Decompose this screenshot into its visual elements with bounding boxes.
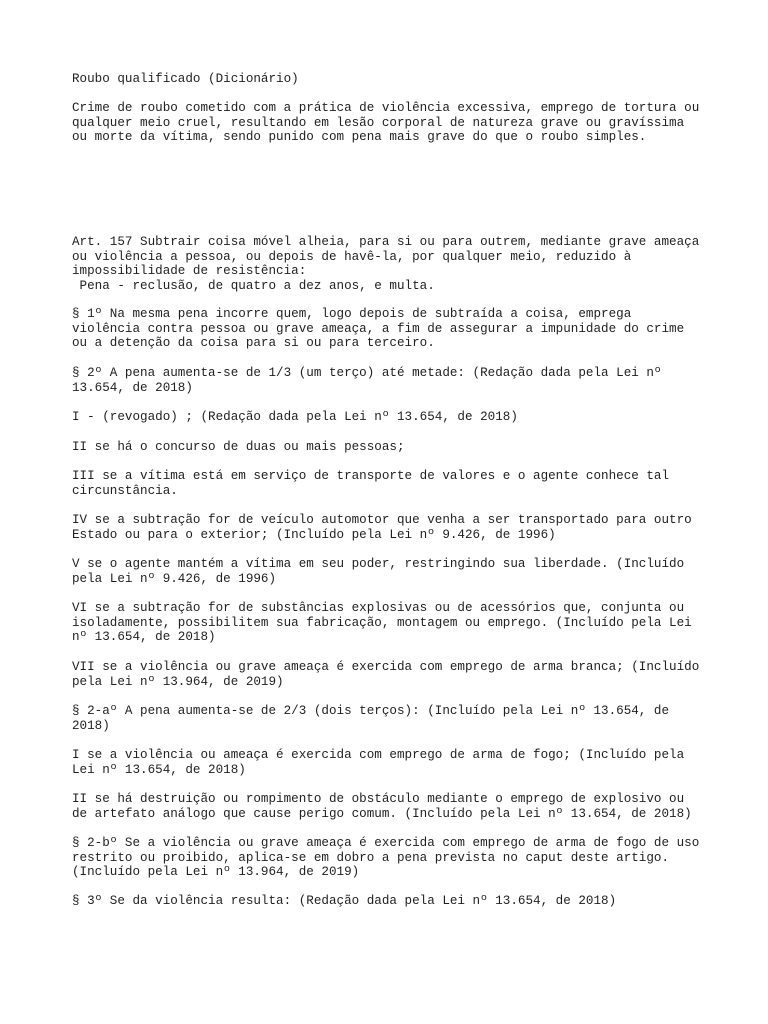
paragraph-2a-inciso-i: I se a violência ou ameaça é exercida com emprego de arma de fogo; (Incluído pela Lei nº 13.654, de 2018) bbox=[72, 748, 685, 777]
paragraph-2a-inciso-ii: II se há destruição ou rompimento de obstáculo mediante o emprego de explosivo ou de artefato análogo que cause perigo comum. (Incluído pela Lei nº 13.654, de 2018) bbox=[72, 792, 692, 821]
paragraph-2: § 2º A pena aumenta-se de 1/3 (um terço) até metade: (Redação dada pela Lei nº 13.654, de 2018) bbox=[72, 366, 662, 395]
paragraph-2b: § 2-bº Se a violência ou grave ameaça é exercida com emprego de arma de fogo de uso restrito ou proibido, aplica-se em dobro a pena prevista no caput deste artigo. (Incluído pela Lei nº 13.964, de 2019) bbox=[72, 836, 700, 880]
inciso-vii: VII se a violência ou grave ameaça é exercida com emprego de arma branca; (Incluído pela Lei nº 13.964, de 2019) bbox=[72, 660, 700, 689]
inciso-iv: IV se a subtração for de veículo automotor que venha a ser transportado para outro Estado ou para o exterior; (Incluído pela Lei nº 9.426, de 1996) bbox=[72, 513, 692, 542]
paragraph-2a: § 2-aº A pena aumenta-se de 2/3 (dois terços): (Incluído pela Lei nº 13.654, de 2018) bbox=[72, 704, 670, 733]
document-title: Roubo qualificado (Dicionário) bbox=[72, 72, 299, 86]
inciso-iii: III se a vítima está em serviço de transporte de valores e o agente conhece tal circunstância. bbox=[72, 469, 670, 498]
paragraph-1: § 1º Na mesma pena incorre quem, logo depois de subtraída a coisa, emprega violência contra pessoa ou grave ameaça, a fim de assegurar a impunidade do crime ou a detenção da coisa para si ou para terceiro. bbox=[72, 307, 685, 351]
definition-text: Crime de roubo cometido com a prática de violência excessiva, emprego de tortura ou qualquer meio cruel, resultando em lesão corporal de natureza grave ou gravíssima ou morte da vítima, sendo punido com pena mais grave do que o roubo simples. bbox=[72, 101, 700, 145]
inciso-v: V se o agente mantém a vítima em seu poder, restringindo sua liberdade. (Incluído pela Lei nº 9.426, de 1996) bbox=[72, 557, 685, 586]
inciso-ii: II se há o concurso de duas ou mais pessoas; bbox=[72, 440, 405, 454]
paragraph-3: § 3º Se da violência resulta: (Redação dada pela Lei nº 13.654, de 2018) bbox=[72, 894, 617, 908]
document-page bbox=[72, 72, 712, 908]
inciso-i: I - (revogado) ; (Redação dada pela Lei nº 13.654, de 2018) bbox=[72, 410, 518, 424]
article-caput: Art. 157 Subtrair coisa móvel alheia, para si ou para outrem, mediante grave ameaça ou violência a pessoa, ou depois de havê-la, por qualquer meio, reduzido à impossibilidade de resistência: Pena - reclusão, de quatro a dez anos, e multa. bbox=[72, 235, 700, 293]
inciso-vi: VI se a subtração for de substâncias explosivas ou de acessórios que, conjunta ou isoladamente, possibilitem sua fabricação, montagem ou emprego. (Incluído pela Lei nº 13.654, de 2018) bbox=[72, 601, 692, 645]
